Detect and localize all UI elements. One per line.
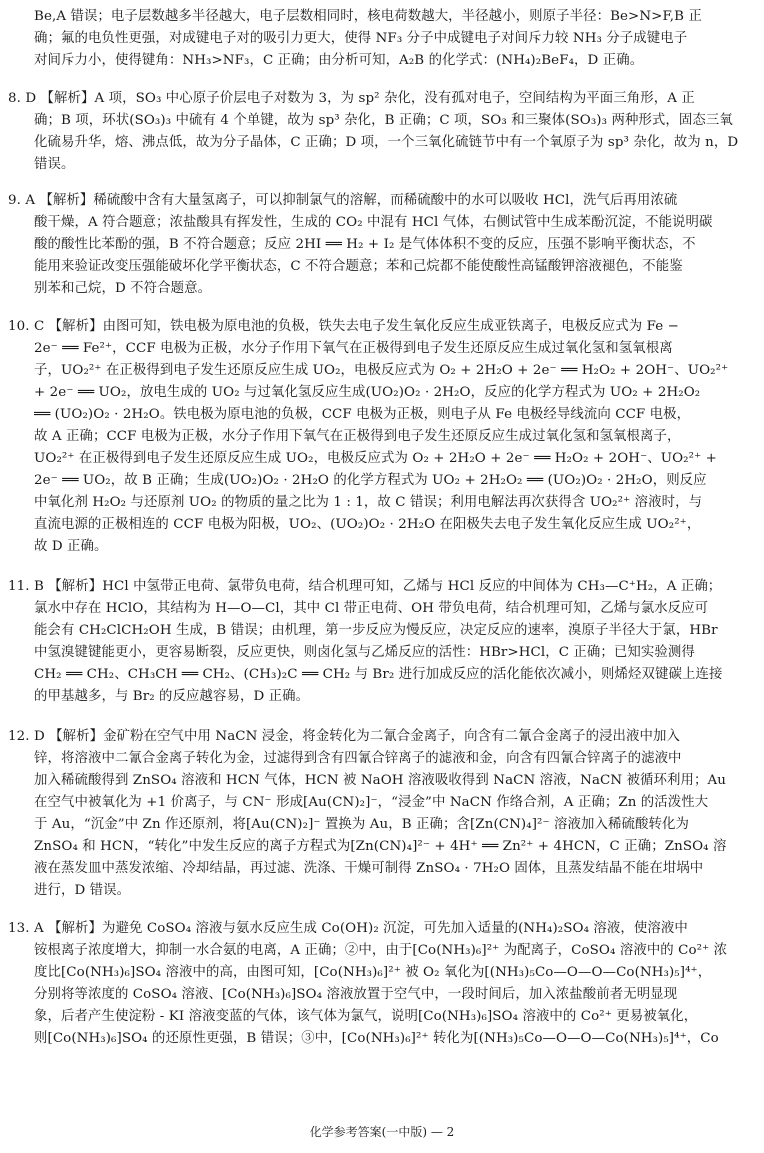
answer-text-line: 加入稀硫酸得到 ZnSO₄ 溶液和 HCN 气体，HCN 被 NaOH 溶液吸收得到 NaCN 溶液，NaCN 被循环利用；Au — [34, 773, 726, 788]
answer-text-line: 故 D 正确。 — [34, 539, 108, 554]
answer-text-line: 中氧化剂 H₂O₂ 与还原剂 UO₂ 的物质的量之比为 1 : 1，故 C 错误；利用电解法再次获得含 UO₂²⁺ 溶液时，与 — [34, 495, 703, 510]
answer-text-line: 确；B 项，环状(SO₃)₃ 中硫有 4 个单键，故为 sp³ 杂化，B 正确；C 项，SO₃ 和三聚体(SO₃)₃ 两种形式，固态三氧 — [34, 113, 733, 128]
answer-text-line: 子，UO₂²⁺ 在正极得到电子发生还原反应生成 UO₂，电极反应式为 O₂ + 2H₂O + 2e⁻ ══ H₂O₂ + 2OH⁻、UO₂²⁺ — [34, 363, 729, 378]
answer-text-line: 酸干燥，A 符合题意；浓盐酸具有挥发性，生成的 CO₂ 中混有 HCl 气体，右侧试管中生成苯酚沉淀，不能说明碳 — [34, 215, 713, 230]
answer-text-line: 中氢溴键键能更小，更容易断裂，反应更快，则卤化氢与乙烯反应的活性：HBr>HCl，C 正确；已知实验测得 — [34, 645, 695, 660]
page-footer: 化学参考答案(一中版) — 2 — [309, 1125, 455, 1139]
answer-text-line: 化硫易升华，熔、沸点低，故为分子晶体，C 正确；D 项，一个三氧化硫链节中有一个氧原子为 sp³ 杂化，故为 n，D — [34, 135, 739, 150]
answer-text-line: 2e⁻ ══ Fe²⁺，CCF 电极为正极，水分子作用下氧气在正极得到电子发生还原反应生成过氧化氢和氢氧根离 — [34, 341, 673, 356]
answer-text-line: 的甲基越多，与 Br₂ 的反应越容易，D 正确。 — [34, 689, 310, 704]
answer-text-line: 酸的酸性比苯酚的强，B 不符合题意；反应 2HI ══ H₂ + I₂ 是气体体积不变的反应，压强不影响平衡状态，不 — [34, 237, 696, 252]
answer-text-line: Be,A 错误；电子层数越多半径越大，电子层数相同时，核电荷数越大，半径越小，则原子半径：Be>N>F,B 正 — [34, 9, 702, 24]
answer-text-line: 能会有 CH₂ClCH₂OH 生成，B 错误；由机理，第一步反应为慢反应，决定反应的速率，溴原子半径大于氯，HBr — [34, 623, 718, 638]
answer-text-line: 象，后者产生使淀粉 - KI 溶液变蓝的气体，该气体为氯气，说明[Co(NH₃)₆]SO₄ 溶液中的 Co²⁺ 更易被氧化， — [34, 1009, 698, 1024]
answer-text-line: 锌，将溶液中二氰合金离子转化为金，过滤得到含有四氰合锌离子的滤液和金，向含有四氰合锌离子的滤液中 — [34, 751, 682, 766]
answer-text-line: 直流电源的正极相连的 CCF 电极为阳极，UO₂、(UO₂)O₂ · 2H₂O 在阳极失去电子发生氧化反应生成 UO₂²⁺， — [34, 517, 701, 532]
question-answer-line-start: 9. A 【解析】稀硫酸中含有大量氢离子，可以抑制氯气的溶解，而稀硫酸中的水可以吸收 HCl，洗气后再用浓硫 — [8, 193, 678, 208]
answer-text-line: 于 Au，“沉金”中 Zn 作还原剂，将[Au(CN)₂]⁻ 置换为 Au，B 正确；含[Zn(CN)₄]²⁻ 溶液加入稀硫酸转化为 — [34, 817, 689, 832]
answer-text-line: 度比[Co(NH₃)₆]SO₄ 溶液中的高，由图可知，[Co(NH₃)₆]²⁺ 被 O₂ 氧化为[(NH₃)₅Co—O—O—Co(NH₃)₅]⁴⁺， — [34, 965, 712, 980]
answer-text-line: ZnSO₄ 和 HCN，“转化”中发生反应的离子方程式为[Zn(CN)₄]²⁻ + 4H⁺ ══ Zn²⁺ + 4HCN，C 正确；ZnSO₄ 溶 — [34, 839, 727, 854]
question-answer-line-start: 8. D 【解析】A 项，SO₃ 中心原子价层电子对数为 3，为 sp² 杂化，没有孤对电子，空间结构为平面三角形，A 正 — [8, 91, 695, 106]
answer-text-line: 别苯和己烷，D 不符合题意。 — [34, 281, 212, 296]
answer-text-line: CH₂ ══ CH₂、CH₃CH ══ CH₂、(CH₃)₂C ══ CH₂ 与 Br₂ 进行加成反应的活化能依次减小，则烯烃双键碳上连接 — [34, 667, 723, 682]
answer-text-line: 2e⁻ ══ UO₂，故 B 正确；生成(UO₂)O₂ · 2H₂O 的化学方程式为 UO₂ + 2H₂O₂ ══ (UO₂)O₂ · 2H₂O，则反应 — [34, 473, 707, 488]
answer-text-line: 能用来验证改变压强能破坏化学平衡状态，C 不符合题意；苯和己烷都不能使酸性高锰酸钾溶液褪色，不能鉴 — [34, 259, 683, 274]
answer-text-line: 对间斥力小，使得键角：NH₃>NF₃，C 正确；由分析可知，A₂B 的化学式：(NH₄)₂BeF₄，D 正确。 — [34, 53, 644, 68]
question-answer-line-start: 12. D 【解析】金矿粉在空气中用 NaCN 浸金，将金转化为二氰合金离子，向含有二氰合金离子的浸出液中加入 — [8, 729, 681, 744]
answer-text-line: 铵根离子浓度增大，抑制一水合氨的电离，A 正确；②中，由于[Co(NH₃)₆]²⁺ 为配离子，CoSO₄ 溶液中的 Co²⁺ 浓 — [34, 943, 728, 958]
answer-text-line: + 2e⁻ ══ UO₂，放电生成的 UO₂ 与过氧化氢反应生成(UO₂)O₂ · 2H₂O，反应的化学方程式为 UO₂ + 2H₂O₂ — [34, 385, 701, 400]
question-answer-line-start: 13. A 【解析】为避免 CoSO₄ 溶液与氨水反应生成 Co(OH)₂ 沉淀，可先加入适量的(NH₄)₂SO₄ 溶液，使溶液中 — [8, 921, 688, 936]
answer-text-line: ══ (UO₂)O₂ · 2H₂O。铁电极为原电池的负极，CCF 电极为正极，则电子从 Fe 电极经导线流向 CCF 电极， — [34, 407, 691, 422]
answer-text-line: 故 A 正确；CCF 电极为正极，水分子作用下氧气在正极得到电子发生还原反应生成过氧化氢和氢氧根离子， — [34, 429, 681, 444]
answer-text-line: 则[Co(NH₃)₆]SO₄ 的还原性更强，B 错误；③中，[Co(NH₃)₆]²⁺ 转化为[(NH₃)₅Co—O—O—Co(NH₃)₅]⁴⁺，Co — [34, 1031, 719, 1046]
answer-text-line: 错误。 — [34, 157, 75, 172]
question-answer-line-start: 11. B 【解析】HCl 中氢带正电荷、氯带负电荷，结合机理可知，乙烯与 HCl 反应的中间体为 CH₃—C⁺H₂，A 正确； — [8, 579, 722, 594]
answer-text-line: 进行，D 错误。 — [34, 883, 131, 898]
question-answer-line-start: 10. C 【解析】由图可知，铁电极为原电池的负极，铁失去电子发生氧化反应生成亚铁离子，电极反应式为 Fe − — [8, 319, 679, 334]
answer-text-line: 氯水中存在 HClO，其结构为 H—O—Cl，其中 Cl 带正电荷、OH 带负电荷，结合机理可知，乙烯与氯水反应可 — [34, 601, 709, 616]
answer-text-line: 在空气中被氧化为 +1 价离子，与 CN⁻ 形成[Au(CN)₂]⁻，“浸金”中 NaCN 作络合剂，A 正确；Zn 的活泼性大 — [34, 795, 709, 810]
answer-text-line: 确；氟的电负性更强，对成键电子对的吸引力更大，使得 NF₃ 分子中成键电子对间斥力较 NH₃ 分子成键电子 — [34, 31, 688, 46]
answer-text-line: UO₂²⁺ 在正极得到电子发生还原反应生成 UO₂，电极反应式为 O₂ + 2H₂O + 2e⁻ ══ H₂O₂ + 2OH⁻、UO₂²⁺ + — [34, 451, 717, 466]
answer-text-line: 液在蒸发皿中蒸发浓缩、冷却结晶，再过滤、洗涤、干燥可制得 ZnSO₄ · 7H₂O 固体，且蒸发结晶不能在坩埚中 — [34, 861, 704, 876]
answer-text-line: 分别将等浓度的 CoSO₄ 溶液、[Co(NH₃)₆]SO₄ 溶液放置于空气中，一段时间后，加入浓盐酸前者无明显现 — [34, 987, 678, 1002]
